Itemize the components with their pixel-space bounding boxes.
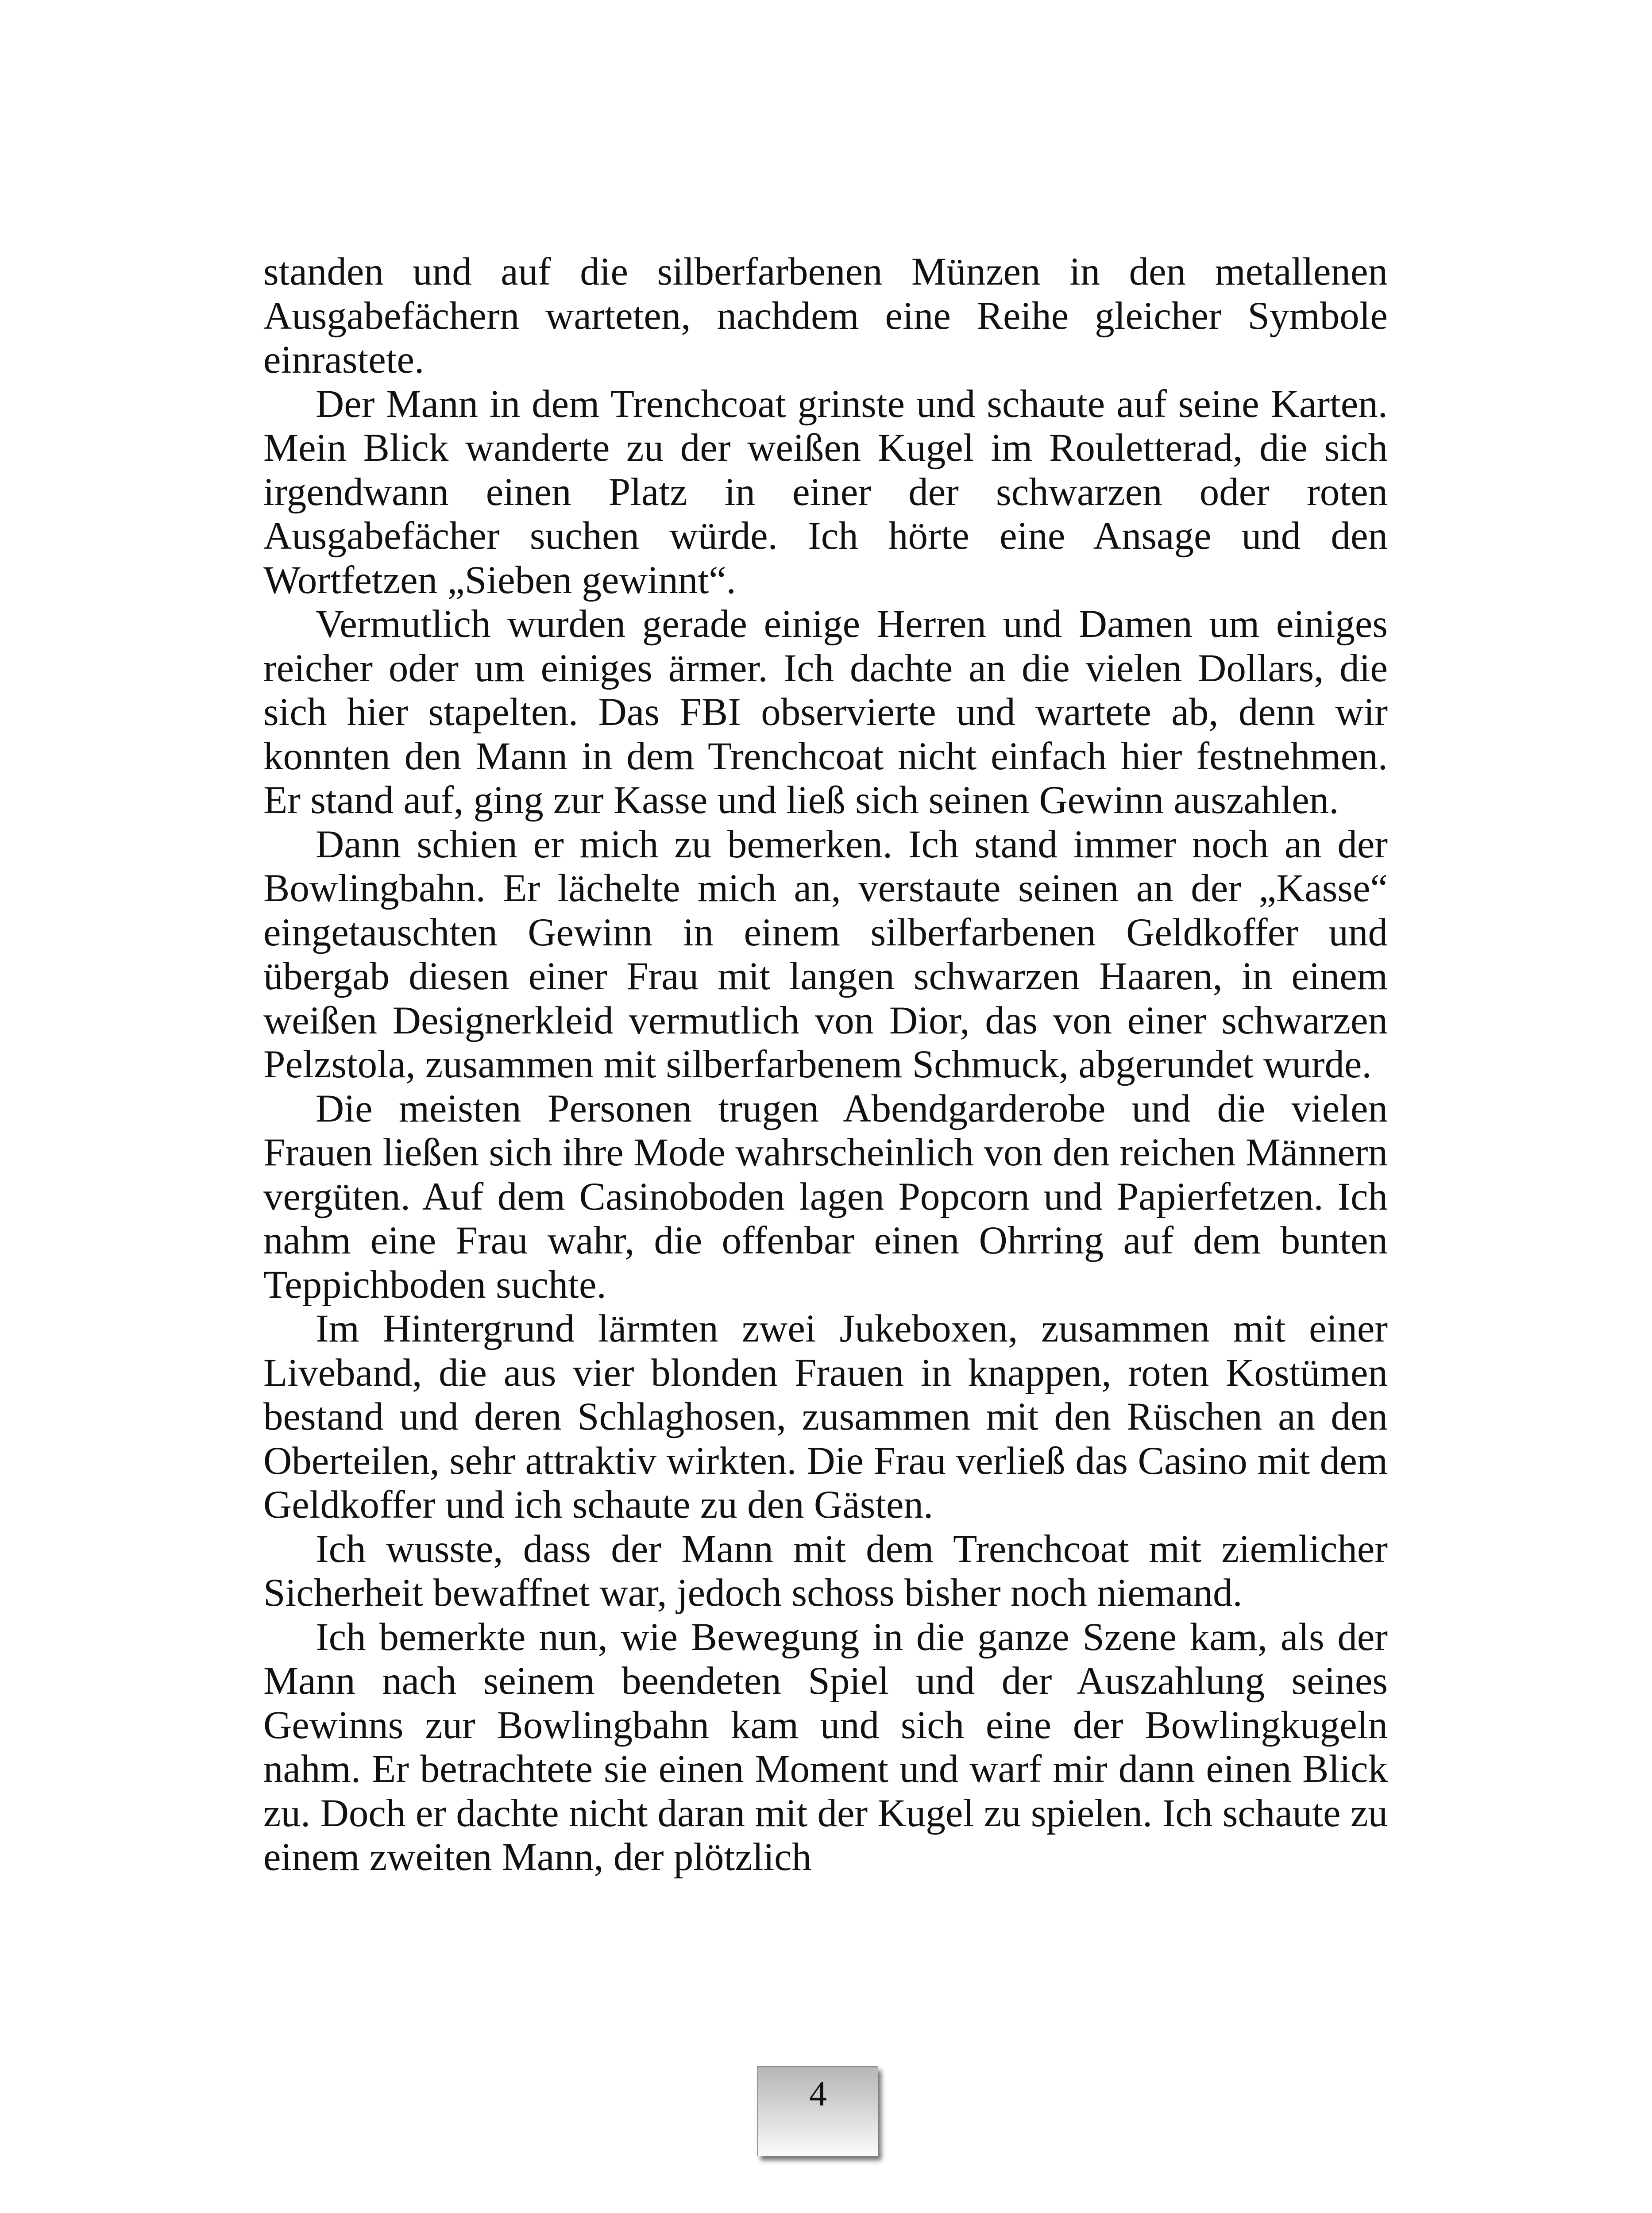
paragraph-3: Vermutlich wurden gerade einige Herren und Damen um einiges reicher oder um einiges ärmer. Ich dachte an die vielen Dollars, die sich hier stapelten. Das FBI observierte und wartete ab, denn wir konnten den Mann in dem Trenchcoat nicht einfach hier festnehmen. Er stand auf, ging zur Kasse und ließ sich seinen Gewinn auszahlen. xyxy=(263,602,1388,822)
paragraph-7: Ich wusste, dass der Mann mit dem Trenchcoat mit ziemlicher Sicherheit bewaffnet war, jedoch schoss bisher noch niemand. xyxy=(263,1527,1388,1615)
page-number: 4 xyxy=(809,2074,827,2113)
page-number-box xyxy=(757,2066,878,2156)
paragraph-4: Dann schien er mich zu bemerken. Ich stand immer noch an der Bowlingbahn. Er lächelte mich an, verstaute seinen an der „Kasse“ eingetauschten Gewinn in einem silberfarbenen Geldkoffer und übergab diesen einer Frau mit langen schwarzen Haaren, in einem weißen Designerkleid vermutlich von Dior, das von einer schwarzen Pelzstola, zusammen mit silberfarbenem Schmuck, abgerundet wurde. xyxy=(263,822,1388,1086)
body-text xyxy=(263,250,1388,1880)
paragraph-6: Im Hintergrund lärmten zwei Jukeboxen, zusammen mit einer Liveband, die aus vier blonden Frauen in knappen, roten Kostümen bestand und deren Schlaghosen, zusammen mit den Rüschen an den Oberteilen, sehr attraktiv wirkten. Die Frau verließ das Casino mit dem Geldkoffer und ich schaute zu den Gästen. xyxy=(263,1307,1388,1527)
paragraph-1: standen und auf die silberfarbenen Münzen in den metallenen Ausgabefächern warteten, nachdem eine Reihe gleicher Symbole einrastete. xyxy=(263,250,1388,382)
paragraph-2: Der Mann in dem Trenchcoat grinste und schaute auf seine Karten. Mein Blick wanderte zu der weißen Kugel im Rouletterad, die sich irgendwann einen Platz in einer der schwarzen oder roten Ausgabefächer suchen würde. Ich hörte eine Ansage und den Wortfetzen „Sieben gewinnt“. xyxy=(263,382,1388,602)
paragraph-8: Ich bemerkte nun, wie Bewegung in die ganze Szene kam, als der Mann nach seinem beendeten Spiel und der Auszahlung seines Gewinns zur Bowlingbahn kam und sich eine der Bowlingkugeln nahm. Er betrachtete sie einen Moment und warf mir dann einen Blick zu. Doch er dachte nicht daran mit der Kugel zu spielen. Ich schaute zu einem zweiten Mann, der plötzlich xyxy=(263,1615,1388,1879)
paragraph-5: Die meisten Personen trugen Abendgarderobe und die vielen Frauen ließen sich ihre Mode wahrscheinlich von den reichen Männern vergüten. Auf dem Casinoboden lagen Popcorn und Papierfetzen. Ich nahm eine Frau wahr, die offenbar einen Ohrring auf dem bunten Teppichboden suchte. xyxy=(263,1087,1388,1307)
